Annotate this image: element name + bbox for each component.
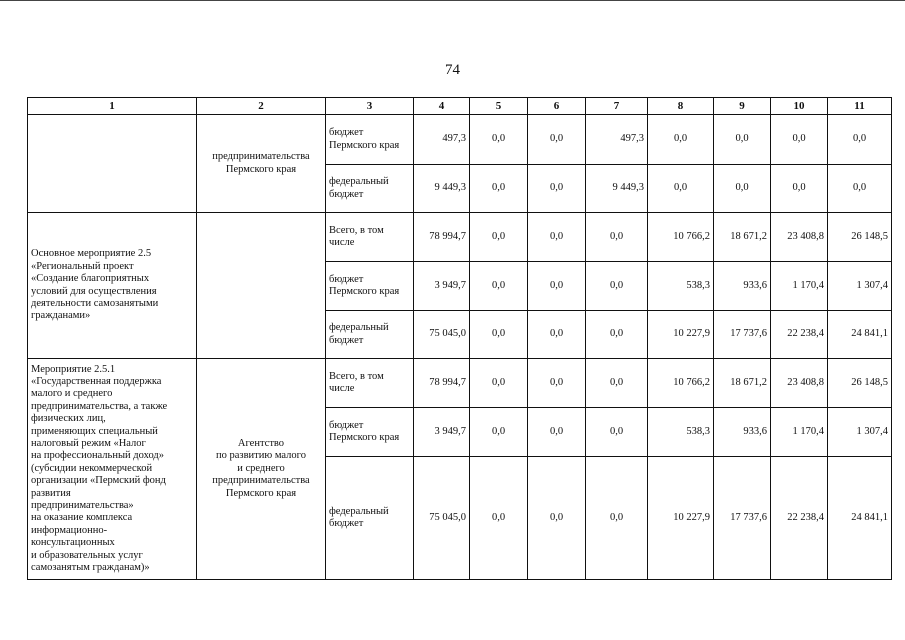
page-number: 74: [445, 62, 460, 78]
value-cell: 0,0: [528, 408, 586, 457]
value-cell: 0,0: [470, 359, 528, 408]
value-cell: 17 737,6: [714, 457, 771, 580]
value-cell: 0,0: [586, 311, 648, 359]
value-cell: 10 766,2: [648, 359, 714, 408]
funding-source: Всего, в том числе: [326, 359, 414, 408]
value-cell: 24 841,1: [828, 311, 892, 359]
value-cell: 17 737,6: [714, 311, 771, 359]
value-cell: 0,0: [648, 165, 714, 213]
value-cell: 0,0: [470, 262, 528, 311]
value-cell: 78 994,7: [414, 213, 470, 262]
value-cell: 24 841,1: [828, 457, 892, 580]
value-cell: 0,0: [528, 262, 586, 311]
header-row: [28, 98, 892, 115]
page-top-edge: [0, 0, 905, 1]
value-cell: 538,3: [648, 262, 714, 311]
value-cell: 1 170,4: [771, 262, 828, 311]
header-cell: 5: [470, 98, 528, 115]
executor-cell: предпринимательства Пермского края: [197, 115, 326, 213]
funding-source: бюджет Пермского края: [326, 262, 414, 311]
value-cell: 933,6: [714, 408, 771, 457]
value-cell: 497,3: [414, 115, 470, 165]
executor-cell: Агентство по развитию малого и среднего предпринимательства Пермского края: [197, 359, 326, 580]
value-cell: 1 307,4: [828, 408, 892, 457]
funding-source: федеральный бюджет: [326, 311, 414, 359]
value-cell: 3 949,7: [414, 262, 470, 311]
value-cell: 0,0: [828, 165, 892, 213]
value-cell: 0,0: [828, 115, 892, 165]
value-cell: 0,0: [528, 457, 586, 580]
header-cell: 1: [28, 98, 197, 115]
value-cell: 0,0: [714, 115, 771, 165]
value-cell: 0,0: [714, 165, 771, 213]
value-cell: 0,0: [470, 165, 528, 213]
table-row: [28, 213, 892, 262]
header-cell: 4: [414, 98, 470, 115]
value-cell: 0,0: [771, 115, 828, 165]
value-cell: 538,3: [648, 408, 714, 457]
budget-table: [27, 97, 892, 580]
value-cell: 9 449,3: [414, 165, 470, 213]
header-cell: 3: [326, 98, 414, 115]
value-cell: 0,0: [470, 115, 528, 165]
funding-source: бюджет Пермского края: [326, 408, 414, 457]
value-cell: 0,0: [470, 408, 528, 457]
value-cell: 0,0: [586, 359, 648, 408]
funding-source: федеральный бюджет: [326, 165, 414, 213]
value-cell: 22 238,4: [771, 311, 828, 359]
value-cell: 22 238,4: [771, 457, 828, 580]
value-cell: 75 045,0: [414, 457, 470, 580]
value-cell: 497,3: [586, 115, 648, 165]
value-cell: 23 408,8: [771, 359, 828, 408]
value-cell: 0,0: [470, 213, 528, 262]
value-cell: 78 994,7: [414, 359, 470, 408]
header-cell: 9: [714, 98, 771, 115]
value-cell: 9 449,3: [586, 165, 648, 213]
table-row: [28, 359, 892, 408]
value-cell: 26 148,5: [828, 359, 892, 408]
value-cell: 0,0: [470, 311, 528, 359]
measure-description: Мероприятие 2.5.1 «Государственная поддержка малого и среднего предпринимательства, а также физических лиц, применяющих специальный налоговый режим «Налог на профессиональный доход» (субсидии некоммерческой организации «Пермский фонд развития предпринимательства» на оказание комплекса информационно- консультационных и образовательных услуг самозанятым гражданам)»: [28, 359, 197, 580]
header-cell: 10: [771, 98, 828, 115]
value-cell: 1 307,4: [828, 262, 892, 311]
header-cell: 6: [528, 98, 586, 115]
value-cell: 0,0: [648, 115, 714, 165]
value-cell: 0,0: [586, 408, 648, 457]
header-cell: 8: [648, 98, 714, 115]
measure-description: [28, 115, 197, 213]
value-cell: 10 227,9: [648, 311, 714, 359]
value-cell: 0,0: [586, 213, 648, 262]
value-cell: 933,6: [714, 262, 771, 311]
value-cell: 0,0: [528, 311, 586, 359]
value-cell: 0,0: [528, 115, 586, 165]
table-row: [28, 115, 892, 165]
value-cell: 75 045,0: [414, 311, 470, 359]
header-cell: 7: [586, 98, 648, 115]
value-cell: 10 227,9: [648, 457, 714, 580]
value-cell: 0,0: [586, 457, 648, 580]
value-cell: 0,0: [528, 359, 586, 408]
value-cell: 0,0: [470, 457, 528, 580]
value-cell: 10 766,2: [648, 213, 714, 262]
header-cell: 2: [197, 98, 326, 115]
value-cell: 18 671,2: [714, 213, 771, 262]
value-cell: 26 148,5: [828, 213, 892, 262]
header-cell: 11: [828, 98, 892, 115]
value-cell: 0,0: [586, 262, 648, 311]
measure-description: Основное мероприятие 2.5 «Региональный проект «Создание благоприятных условий для осуществления деятельности самозанятыми гражданами»: [28, 213, 197, 359]
value-cell: 0,0: [528, 165, 586, 213]
funding-source: бюджет Пермского края: [326, 115, 414, 165]
funding-source: федеральный бюджет: [326, 457, 414, 580]
funding-source: Всего, в том числе: [326, 213, 414, 262]
executor-cell: [197, 213, 326, 359]
value-cell: 18 671,2: [714, 359, 771, 408]
value-cell: 23 408,8: [771, 213, 828, 262]
value-cell: 0,0: [528, 213, 586, 262]
value-cell: 3 949,7: [414, 408, 470, 457]
value-cell: 0,0: [771, 165, 828, 213]
value-cell: 1 170,4: [771, 408, 828, 457]
